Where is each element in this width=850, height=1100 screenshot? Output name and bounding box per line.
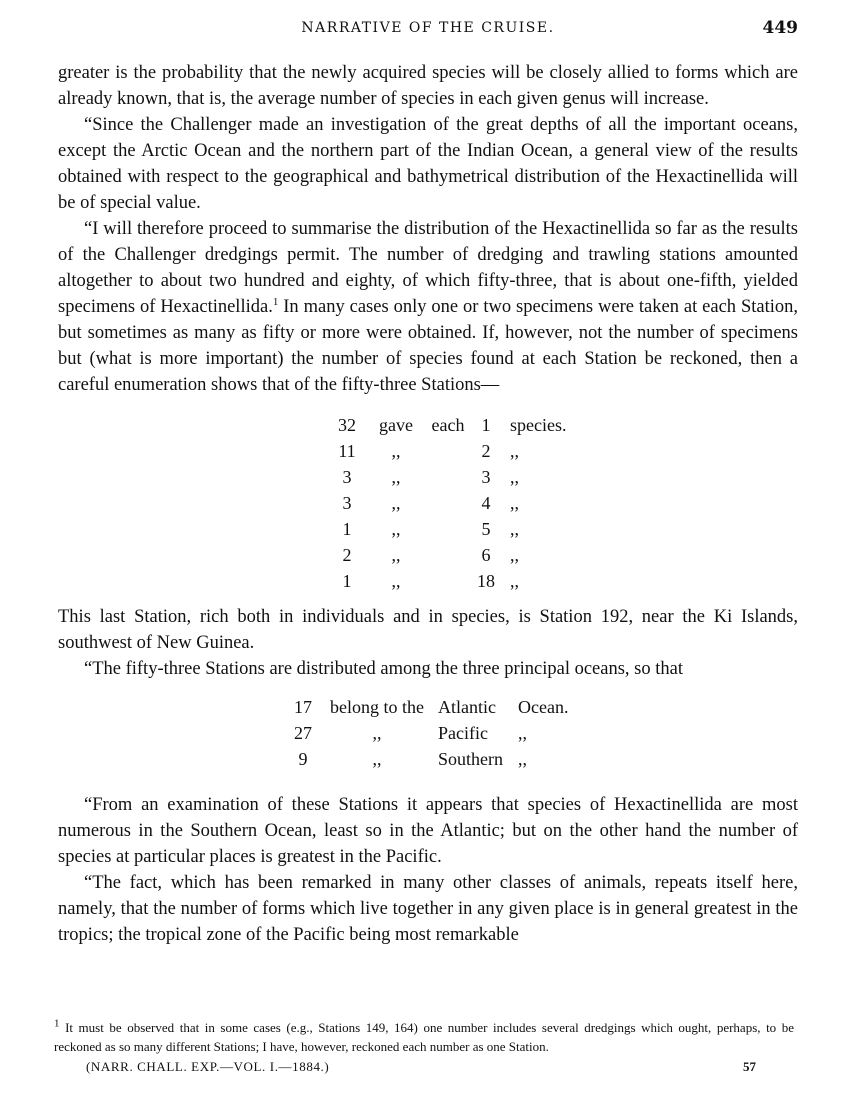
paragraph-4: This last Station, rich both in individuals and in species, is Station 192, near the Ki Islands, southwest of New Guinea. [58, 607, 798, 653]
station-count: 2 [342, 545, 352, 565]
ocean-name: Pacific [438, 723, 488, 743]
station-count: 11 [338, 441, 356, 461]
species-count: 2 [481, 441, 491, 461]
ocean-suffix: Ocean. [518, 697, 569, 717]
species-count: 4 [481, 493, 491, 513]
running-head: NARRATIVE OF THE CRUISE. [301, 20, 555, 36]
table-row [330, 542, 570, 568]
station-count: 9 [298, 749, 308, 769]
paragraph-3 [58, 216, 798, 398]
signature-number: 57 [743, 1059, 756, 1074]
footnote-ref: 1 [272, 295, 279, 308]
table-row [330, 568, 570, 594]
unit-cell: ,, [510, 467, 519, 487]
signature-line: (NARR. CHALL. EXP.—VOL. I.—1884.) [86, 1059, 330, 1074]
unit-cell: ,, [510, 441, 519, 461]
table-row [330, 516, 570, 542]
unit-cell: species. [510, 415, 567, 435]
species-count: 18 [477, 571, 495, 591]
footnote-marker: 1 [54, 1017, 60, 1030]
ocean-name: Atlantic [438, 697, 496, 717]
unit-cell: ,, [510, 493, 519, 513]
table-row [330, 490, 570, 516]
paragraph-3-part-b: In many cases only one or two specimens were taken at each Station, but sometimes as many as fifty or more were obtained. If, however, not the number of specimens but (what is more important) the number of species found at each Station be reckoned, then a careful enumeration shows that of the fifty-three Stations— [58, 297, 799, 395]
verb-cell: ,, [391, 571, 401, 591]
paragraph-5: “The fifty-three Stations are distributed among the three principal oceans, so that [84, 659, 683, 679]
species-count: 5 [481, 519, 491, 539]
table-row [290, 720, 578, 746]
page-number: 449 [762, 18, 798, 38]
each-cell [428, 438, 468, 464]
table-row [330, 464, 570, 490]
ocean-distribution-table [290, 694, 578, 772]
each-cell [428, 542, 468, 568]
paragraph-3-part-a: “I will therefore proceed to summarise the distribution of the Hexactinellida so far as the results of the Challenger dredgings permit. The number of dredging and trawling stations amounted altogether to about two hundred and eighty, of which fifty-three, that is about one-fifth, yielded specimens of Hexactinellida. [58, 219, 798, 317]
body-text [58, 60, 798, 948]
table-row [290, 746, 578, 772]
station-count: 1 [342, 571, 352, 591]
footnote [54, 1018, 794, 1056]
unit-cell: ,, [510, 545, 519, 565]
unit-cell: ,, [510, 519, 519, 539]
station-count: 3 [342, 493, 352, 513]
station-count: 3 [342, 467, 352, 487]
table-row [330, 438, 570, 464]
each-cell [428, 568, 468, 594]
station-count: 32 [338, 415, 356, 435]
verb-cell: ,, [391, 545, 401, 565]
station-count: 17 [294, 697, 312, 717]
station-count: 27 [294, 723, 312, 743]
paragraph-7: “The fact, which has been remarked in many other classes of animals, repeats itself here, namely, that the number of forms which live together in any given place is in general greatest in the tropics; the tropical zone of the Pacific being most remarkable [58, 873, 798, 945]
ocean-suffix: ,, [518, 723, 527, 743]
verb-cell: ,, [391, 493, 401, 513]
ocean-suffix: ,, [518, 749, 527, 769]
each-cell: each [431, 415, 465, 435]
species-count: 3 [481, 467, 491, 487]
verb-cell: belong to the [330, 697, 424, 717]
page-header [58, 20, 798, 44]
table-row [330, 412, 570, 438]
paragraph-2: “Since the Challenger made an investigation of the great depths of all the important oceans, except the Arctic Ocean and the northern part of the Indian Ocean, a general view of the results obtained with respect to the geographical and bathymetrical distribution of the Hexactinellida will be of special value. [58, 115, 798, 213]
each-cell [428, 490, 468, 516]
species-count: 6 [481, 545, 491, 565]
species-count: 1 [481, 415, 491, 435]
footnote-text: It must be observed that in some cases (e.g., Stations 149, 164) one number includes several dredgings which ought, perhaps, to be reckoned as so many different Stations; I have, however, reckoned each number as one Station. [54, 1020, 795, 1054]
verb-cell: ,, [391, 441, 401, 461]
paragraph-6: “From an examination of these Stations it appears that species of Hexactinellida are most numerous in the Southern Ocean, least so in the Atlantic; but on the other hand the number of species at particular places is greatest in the Pacific. [58, 795, 798, 867]
ocean-name: Southern [438, 749, 503, 769]
verb-cell: ,, [372, 749, 382, 769]
verb-cell: ,, [391, 519, 401, 539]
unit-cell: ,, [510, 571, 519, 591]
each-cell [428, 516, 468, 542]
paragraph-1: greater is the probability that the newly acquired species will be closely allied to forms which are already known, that is, the average number of species in each given genus will increase. [58, 63, 798, 109]
station-count: 1 [342, 519, 352, 539]
table-row [290, 694, 578, 720]
page-footer [86, 1059, 756, 1079]
each-cell [428, 464, 468, 490]
verb-cell: ,, [391, 467, 401, 487]
verb-cell: gave [379, 415, 413, 435]
species-count-table [330, 412, 570, 594]
verb-cell: ,, [372, 723, 382, 743]
